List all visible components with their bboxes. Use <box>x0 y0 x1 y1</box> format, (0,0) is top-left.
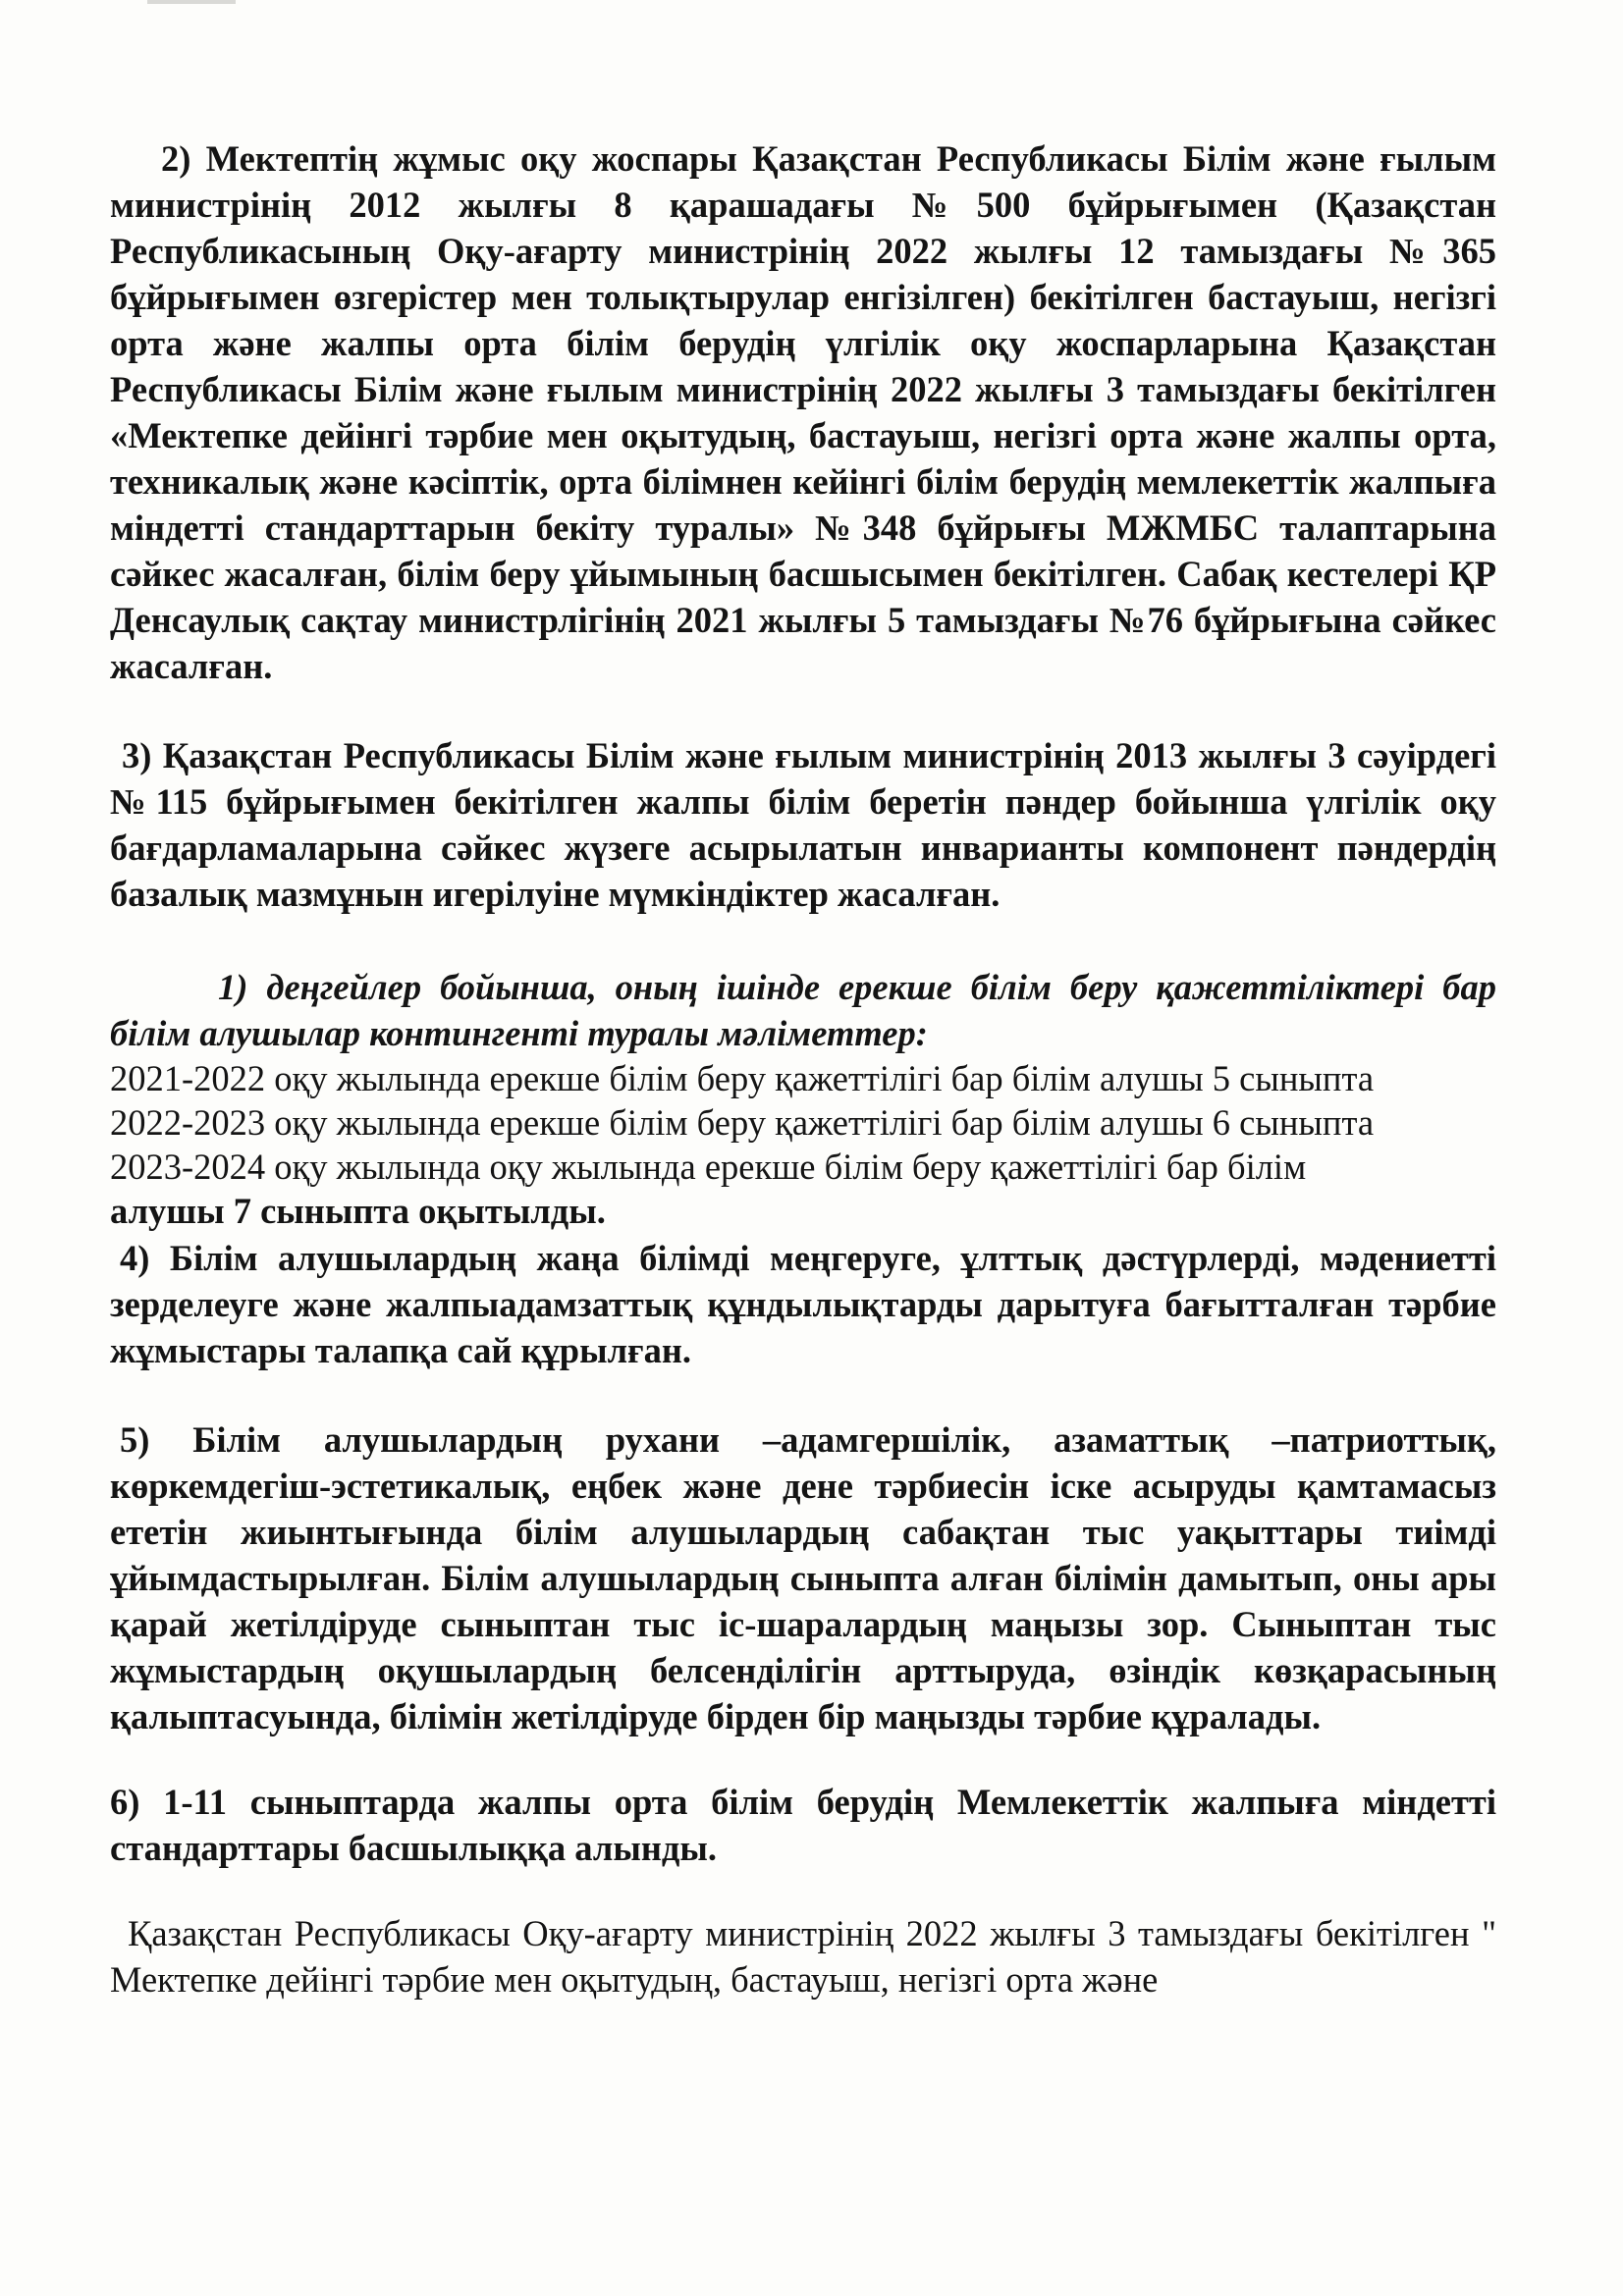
scan-edge-mark <box>147 0 236 4</box>
contingent-list <box>110 1056 1496 1233</box>
paragraph-contingent-heading: 1) деңгейлер бойынша, оның ішінде ерекше білім беру қажеттіліктері бар білім алушылар контингенті туралы мәліметтер: <box>110 967 1496 1053</box>
paragraph-5: 5) Білім алушылардың рухани –адамгершілік, азаматтық –патриоттық, көркемдегіш-эстетикалық, еңбек және дене тәрбиесін іске асыруды қамтамасыз ететін жиынтығында білім алушылардың сабақтан тыс уақыттары тиімді ұйымдастырылған. Білім алушылардың сыныпта алған білімін дамытып, оны ары қарай жетілдіруде сыныптан тыс іс-шаралардың маңызы зор. Сыныптан тыс жұмыстардың оқушылардың белсенділігін арттыруда, өзіндік көзқарасының қалыптасуында, білімін жетілдіруде бірден бір маңызды тәрбие құралады. <box>110 1419 1496 1736</box>
paragraph-3: 3) Қазақстан Республикасы Білім және ғылым министрінің 2013 жылғы 3 сәуірдегі №115 бұйрығымен бекітілген жалпы білім беретін пәндер бойынша үлгілік оқу бағдарламаларына сәйкес жүзеге асырылатын инварианты компонент пәндердің базалық мазмұнын игерілуіне мүмкіндіктер жасалған. <box>110 735 1496 914</box>
paragraph-2: 2) Мектептің жұмыс оқу жоспары Қазақстан Республикасы Білім және ғылым министрінің 2012 жылғы 8 қарашадағы №500 бұйрығымен (Қазақстан Республикасының Оқу-ағарту министрінің 2022 жылғы 12 тамыздағы №365 бұйрығымен өзгерістер мен толықтырулар енгізілген) бекітілген бастауыш, негізгі орта және жалпы орта білім берудің үлгілік оқу жоспарларына Қазақстан Республикасы Білім және ғылым министрінің 2022 жылғы 3 тамыздағы бекітілген «Мектепке дейінгі тәрбие мен оқытудың, бастауыш, негізгі орта және жалпы орта, техникалық және кәсіптік, орта білімнен кейінгі білім берудің мемлекеттік жалпыға міндетті стандарттарын бекіту туралы» №348 бұйрығы МЖМБС талаптарына сәйкес жасалған, білім беру ұйымының басшысымен бекітілген. Сабақ кестелері ҚР Денсаулық сақтау министрлігінің 2021 жылғы 5 тамыздағы №76 бұйрығына сәйкес жасалған. <box>110 138 1496 686</box>
paragraph-6: 6) 1-11 сыныптарда жалпы орта білім берудің Мемлекеттік жалпыға міндетті стандарттары басшылыққа алынды. <box>110 1782 1496 1868</box>
document-body <box>110 135 1496 2002</box>
contingent-line-2023: 2023-2024 оқу жылында оқу жылында ерекше білім беру қажеттілігі бар білім <box>110 1147 1307 1187</box>
paragraph-4: 4) Білім алушылардың жаңа білімді меңгеруге, ұлттық дәстүрлерді, мәдениетті зерделеуге және жалпыадамзаттық құндылықтарды дарытуға бағытталған тәрбие жұмыстары талапқа сай құрылған. <box>110 1238 1496 1370</box>
contingent-line-2022: 2022-2023 оқу жылында ерекше білім беру қажеттілігі бар білім алушы 6 сыныпта <box>110 1102 1375 1143</box>
contingent-line-grade7: алушы 7 сыныпта оқытылды. <box>110 1191 606 1231</box>
paragraph-7: Қазақстан Республикасы Оқу-ағарту министрінің 2022 жылғы 3 тамыздағы бекітілген " Мектепке дейінгі тәрбие мен оқытудың, бастауыш, негізгі орта және <box>110 1913 1496 2000</box>
contingent-line-2021: 2021-2022 оқу жылында ерекше білім беру қажеттілігі бар білім алушы 5 сыныпта <box>110 1058 1375 1098</box>
